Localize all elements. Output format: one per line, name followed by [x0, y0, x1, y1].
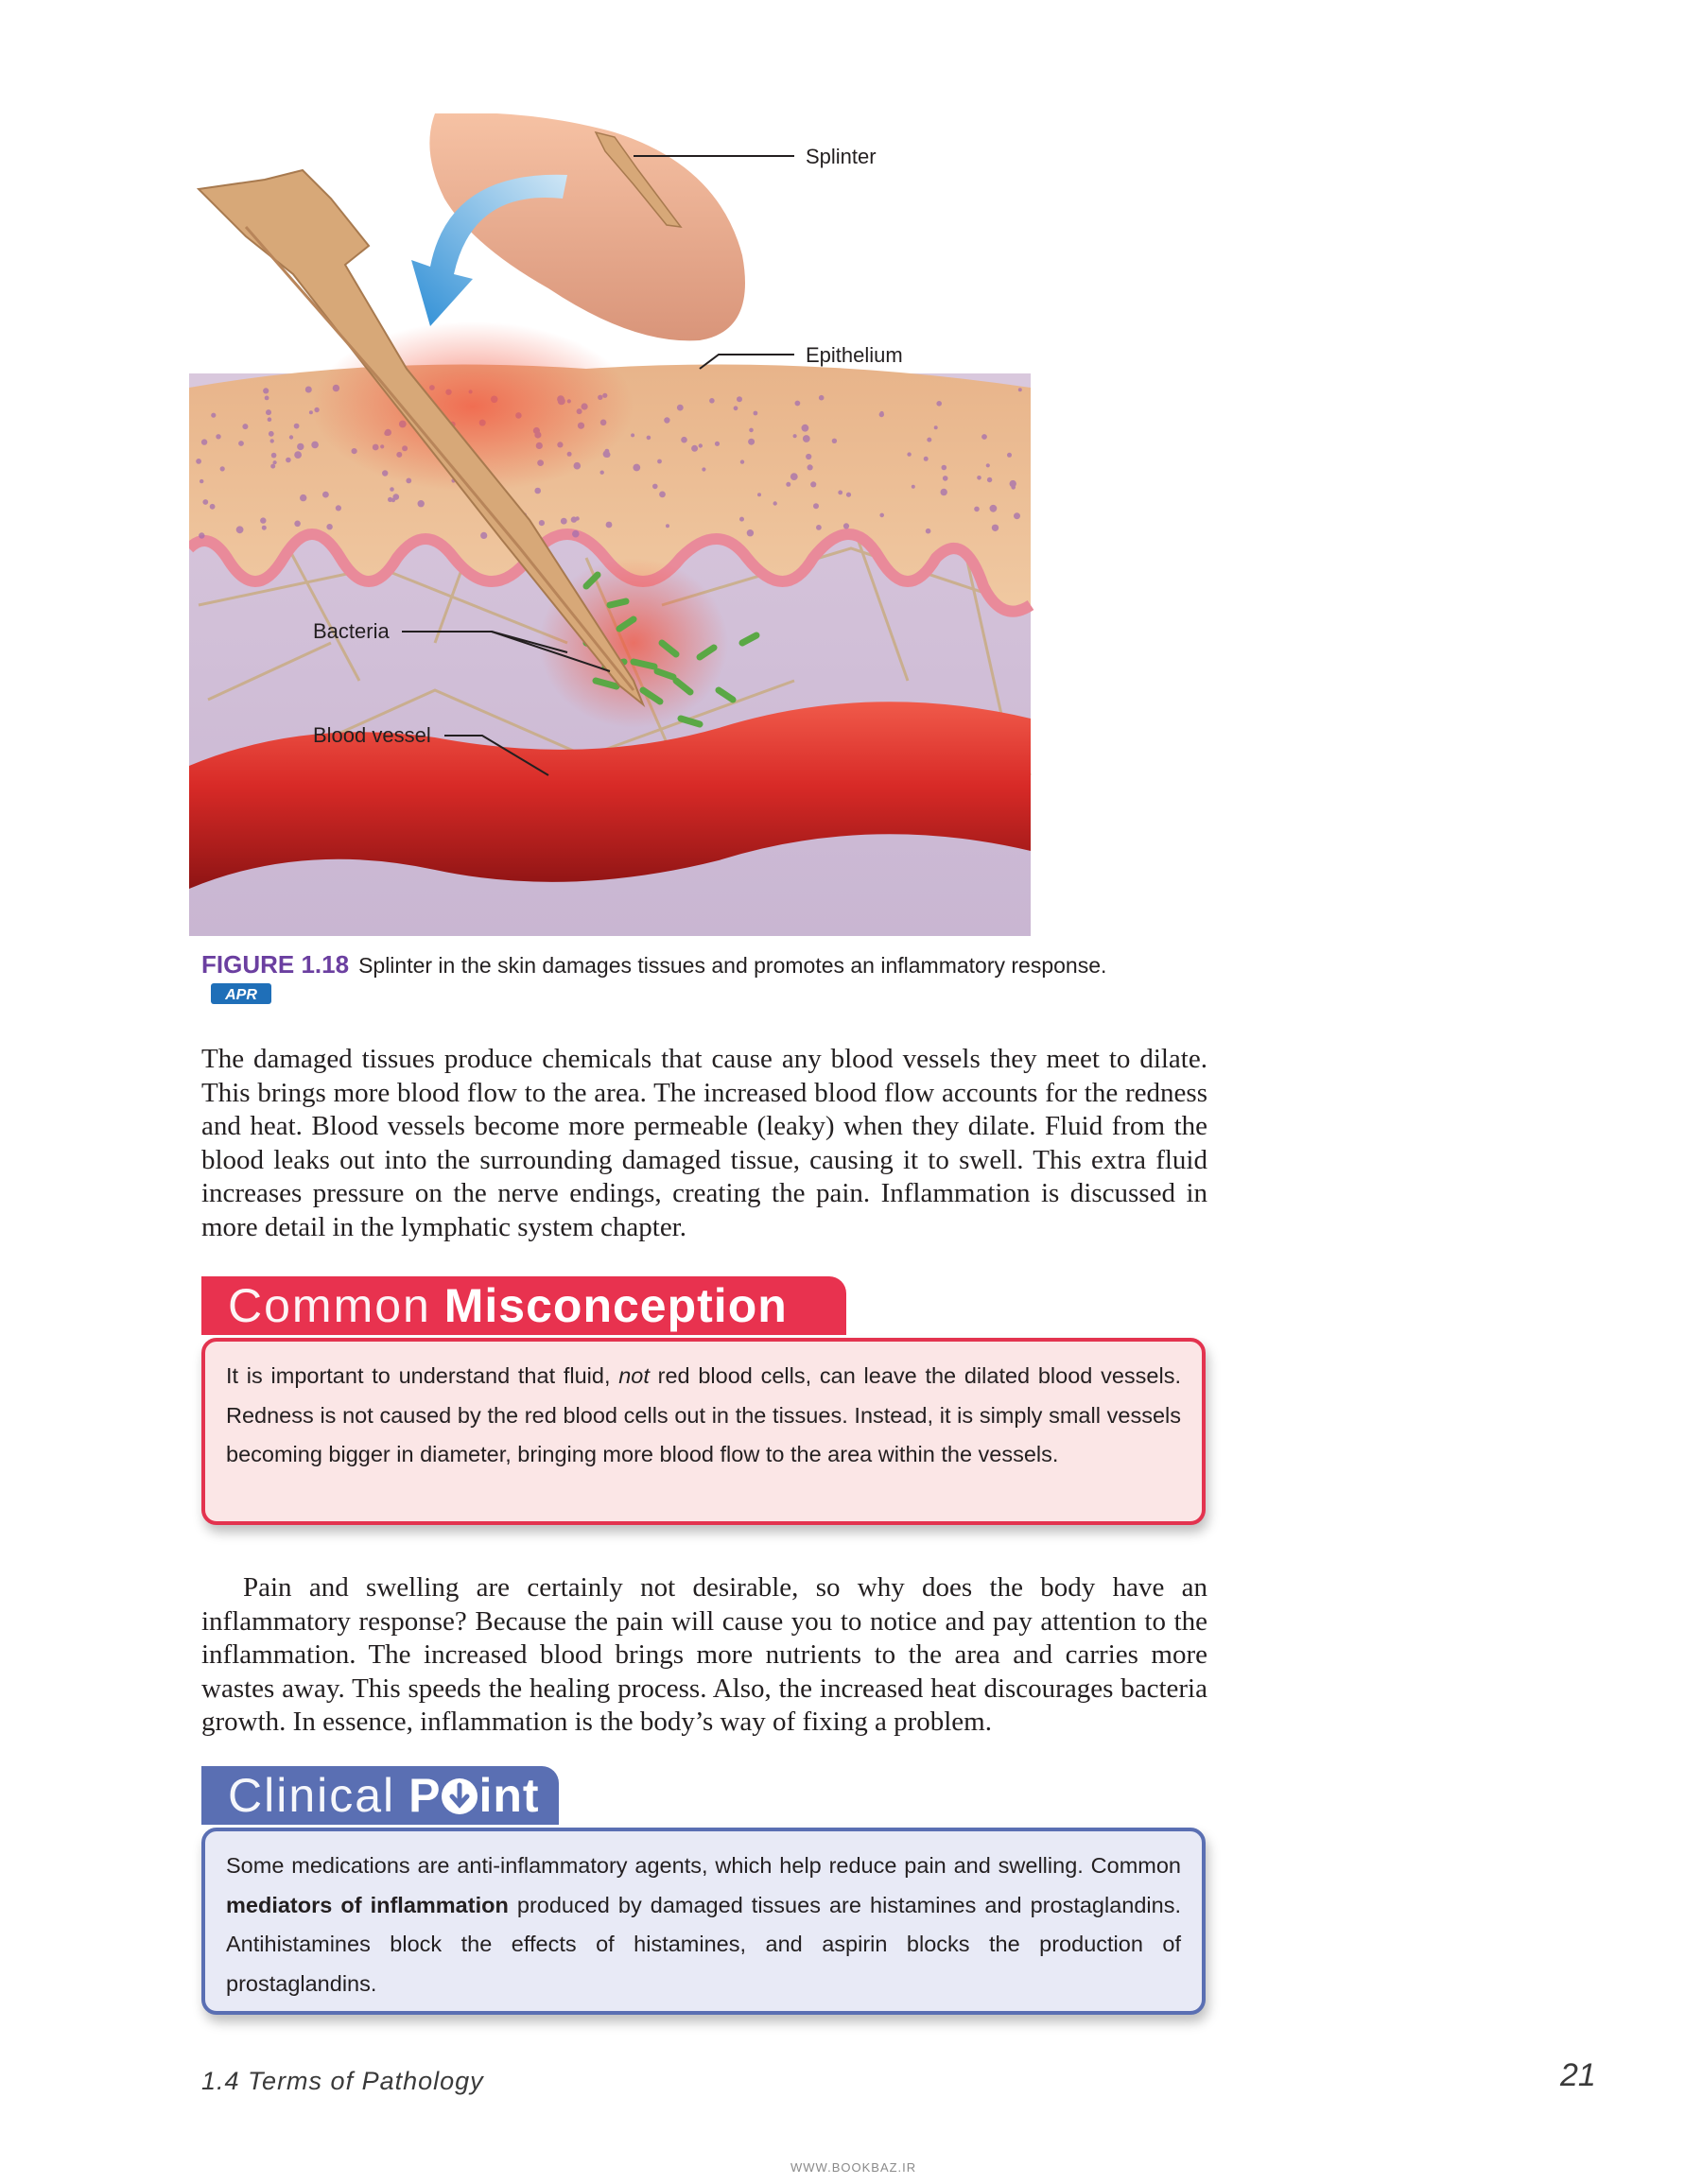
body-paragraph-1: The damaged tissues produce chemicals that cause any blood vessels they meet to dilate. This brings more blood flow to the area. The increased blood flow accounts for the redness and heat. Blood vessels become more permeable (leaky) when they dilate. Fluid from the blood leaks out into the surrounding damaged tissue, causing it to swell. This extra fluid increases pressure on the nerve endings, creating the pain. Inflammation is discussed in more detail in the lymphatic system chapter.	[201, 1044, 1207, 1242]
clinical-title-int: int	[478, 1769, 540, 1822]
label-blood-vessel: Blood vessel	[313, 723, 431, 747]
clinical-title-light: Clinical	[228, 1769, 396, 1822]
clinical-text-part2: produced by damaged tissues are histamines and prostaglandins. Antihistamines block the effects of histamines, and aspirin blocks the production of prostaglandins.	[226, 1892, 1181, 1996]
misconception-text	[205, 1342, 1202, 1475]
page-number: 21	[1560, 2057, 1596, 2093]
misconception-text-part2: red blood cells, can leave the dilated blood vessels. Redness is not caused by the red blood cells out in the tissues. Instead, it is simply small vessels becoming bigger in diameter, bringing more blood flow to the area within the vessels.	[226, 1363, 1181, 1466]
label-splinter: Splinter	[806, 145, 877, 168]
clinical-title-p: P	[408, 1769, 442, 1822]
label-bacteria: Bacteria	[313, 619, 390, 643]
misconception-box	[201, 1338, 1206, 1525]
clinical-title-bold	[408, 1769, 539, 1822]
misconception-text-emphasis: not	[618, 1363, 650, 1388]
clinical-text-key-term: mediators of inflammation	[226, 1892, 509, 1917]
point-arrow-icon	[442, 1778, 478, 1814]
svg-text:APR: APR	[225, 987, 257, 1004]
figure-caption	[201, 949, 1147, 1014]
label-epithelium: Epithelium	[806, 343, 903, 367]
skin-splinter-illustration	[189, 113, 1040, 936]
clinical-point-box	[201, 1828, 1206, 2015]
misconception-text-part1: It is important to understand that fluid,	[226, 1363, 619, 1388]
figure-number: FIGURE 1.18	[201, 950, 350, 979]
body-paragraph-2	[201, 1571, 1207, 1740]
apr-logo-icon	[211, 981, 271, 1014]
body-paragraph-2-text: Pain and swelling are certainly not desirable, so why does the body have an inflammatory response? Because the pain will cause you to notice and pay attention to the inflammation. The increased blood brings more nutrients to the area and carries more wastes away. This speeds the healing process. Also, the increased heat discourages bacteria growth. In essence, inflammation is the body’s way of fixing a problem.	[201, 1572, 1207, 1737]
clinical-point-header	[201, 1766, 559, 1825]
misconception-title-light: Common	[228, 1279, 431, 1332]
figure-splinter-illustration	[189, 113, 1040, 936]
clinical-text-part1: Some medications are anti-inflammatory agents, which help reduce pain and swelling. Common	[226, 1853, 1181, 1878]
clinical-point-text	[205, 1831, 1202, 2003]
misconception-title-bold: Misconception	[443, 1279, 788, 1332]
misconception-header	[201, 1276, 846, 1335]
caption-text: Splinter in the skin damages tissues and promotes an inflammatory response.	[358, 953, 1107, 978]
footer-section-title: 1.4 Terms of Pathology	[201, 2067, 484, 2095]
watermark: WWW.BOOKBAZ.IR	[790, 2160, 917, 2175]
